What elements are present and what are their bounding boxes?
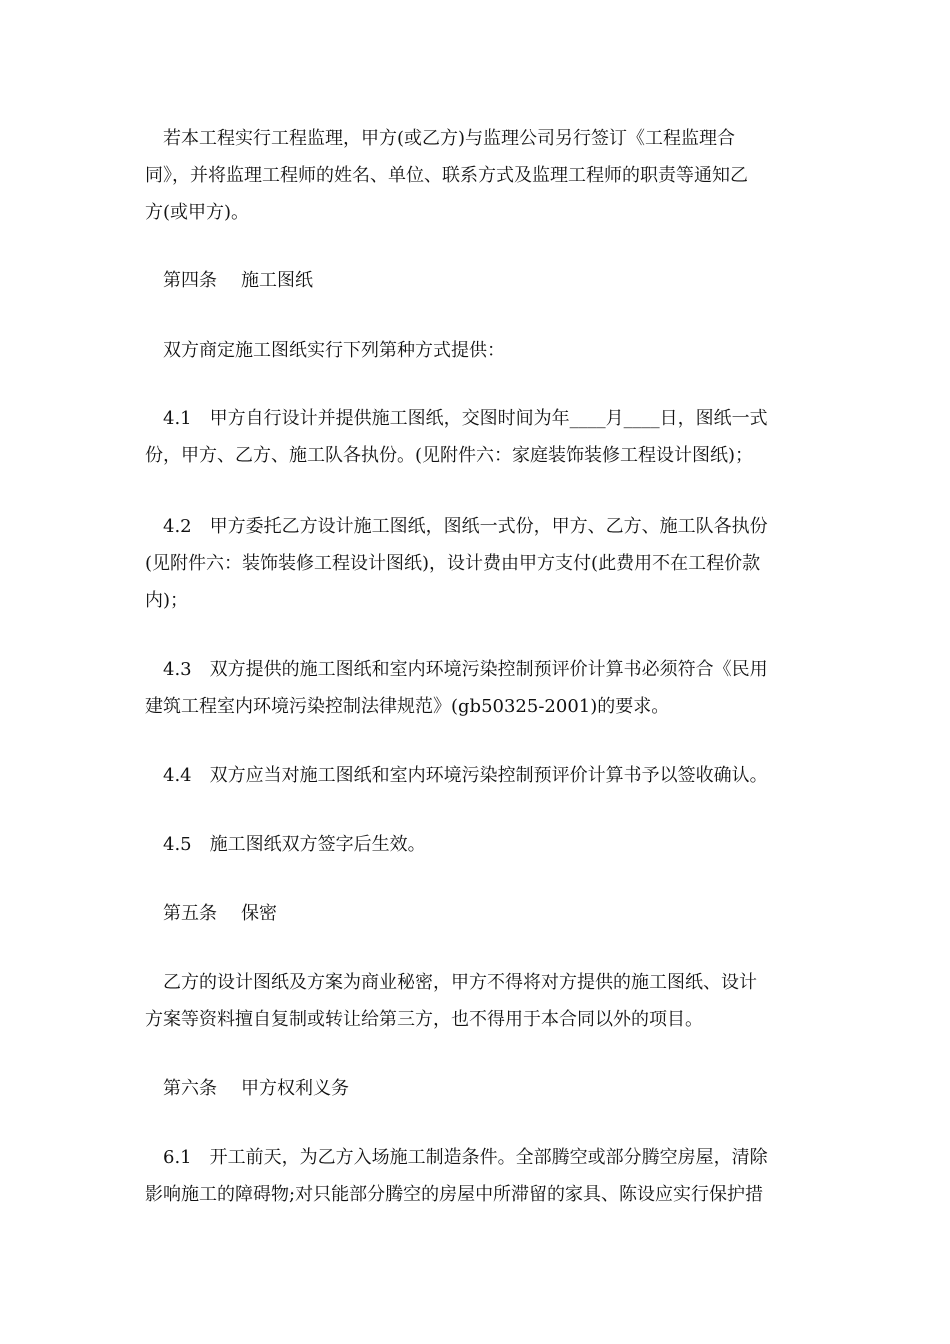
text-line: 份，甲方、乙方、施工队各执份。(见附件六：家庭装饰装修工程设计图纸)； (145, 445, 754, 466)
clause-4-4 (145, 757, 810, 794)
clause-6-1 (145, 1139, 810, 1213)
text-line: 4.3 双方提供的施工图纸和室内环境污染控制预评价计算书必须符合《民用 (163, 659, 768, 680)
article-title: 保密 (241, 903, 277, 924)
clause-4-3 (145, 651, 810, 725)
text-line: 方案等资料擅自复制或转让给第三方，也不得用于本合同以外的项目。 (145, 1009, 703, 1030)
article-title: 施工图纸 (241, 270, 313, 291)
article-6-heading (145, 1070, 810, 1107)
paragraph-confidentiality (145, 964, 810, 1038)
article-title: 甲方权利义务 (241, 1078, 349, 1099)
clause-4-2 (145, 508, 810, 619)
text-line: 同》，并将监理工程师的姓名、单位、联系方式及监理工程师的职责等通知乙 (145, 165, 748, 186)
article-4-heading (145, 262, 810, 299)
paragraph-drawing-method (145, 332, 810, 369)
text-line: 若本工程实行工程监理，甲方(或乙方)与监理公司另行签订《工程监理合 (163, 128, 736, 149)
text-line: 影响施工的障碍物;对只能部分腾空的房屋中所滞留的家具、陈设应实行保护措 (145, 1184, 764, 1205)
text-line: 6.1 开工前天，为乙方入场施工制造条件。全部腾空或部分腾空房屋，清除 (163, 1147, 768, 1168)
text-line: 乙方的设计图纸及方案为商业秘密，甲方不得将对方提供的施工图纸、设计 (163, 972, 757, 993)
clause-4-5 (145, 826, 810, 863)
paragraph-supervision (145, 120, 810, 231)
article-number: 第五条 (163, 903, 217, 924)
text-line: 4.1 甲方自行设计并提供施工图纸，交图时间为年____月____日，图纸一式 (163, 408, 768, 429)
text-line: 4.2 甲方委托乙方设计施工图纸，图纸一式份，甲方、乙方、施工队各执份 (163, 516, 768, 537)
text-line: (见附件六：装饰装修工程设计图纸)，设计费由甲方支付(此费用不在工程价款 (145, 553, 761, 574)
text-line: 方(或甲方)。 (145, 202, 250, 223)
text-line: 4.5 施工图纸双方签字后生效。 (163, 834, 426, 855)
article-number: 第四条 (163, 270, 217, 291)
text-line: 4.4 双方应当对施工图纸和室内环境污染控制预评价计算书予以签收确认。 (163, 765, 768, 786)
text-line: 双方商定施工图纸实行下列第种方式提供： (163, 340, 505, 361)
text-line: 内)； (145, 590, 189, 611)
article-5-heading (145, 895, 810, 932)
text-line: 建筑工程室内环境污染控制法律规范》(gb50325-2001)的要求。 (145, 696, 670, 717)
clause-4-1 (145, 400, 810, 474)
article-number: 第六条 (163, 1078, 217, 1099)
